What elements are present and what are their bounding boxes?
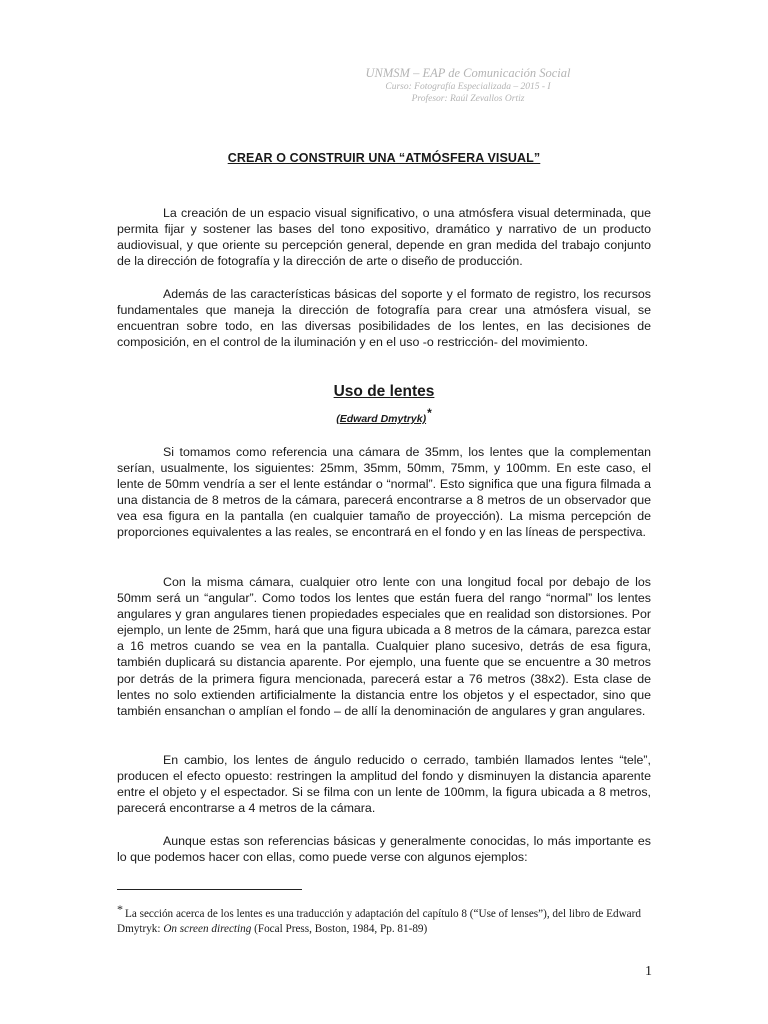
- footnote-marker: *: [117, 902, 123, 916]
- lenses-paragraph-3: En cambio, los lentes de ángulo reducido o cerrado, también llamados lentes “tele”, producen el efecto opuesto: restringen la amplitud del fondo y disminuyen la distancia aparente entre el objeto y el espectador. Si se filma con un lente de 100mm, la figura ubicada a 8 metros, parecerá encontrarse a 4 metros de la cámara.: [117, 753, 651, 816]
- section-title-text: Uso de lentes: [333, 383, 435, 400]
- header-course: Curso: Fotografía Especializada – 2015 - I: [385, 82, 551, 92]
- section-author: [117, 406, 651, 425]
- lenses-paragraph-1: Si tomamos como referencia una cámara de 35mm, los lentes que la complementan serían, usualmente, los siguientes: 25mm, 35mm, 50mm, 75mm, y 100mm. En este caso, el lente de 50mm vendría a ser el lente estándar o “normal”. Esto significa que una figura filmada a una distancia de 8 metros de la cámara, parecerá encontrarse a 8 metros de un observador que vea esa figura en la pantalla (en cualquier tamaño de proyección). La misma percepción de proporciones equivalentes a las reales, se encontrará en el fondo y en las líneas de perspectiva.: [117, 445, 651, 540]
- document-title: [117, 151, 651, 165]
- header-institution: UNMSM – EAP de Comunicación Social: [365, 66, 571, 80]
- lenses-paragraph-2: Con la misma cámara, cualquier otro lente con una longitud focal por debajo de los 50mm será un “angular”. Como todos los lentes que están fuera del rango “normal” los lentes angulares y gran angulares tienen propiedades especiales que en realidad son distorsiones. Por ejemplo, un lente de 25mm, hará que una figura ubicada a 8 metros de la cámara, parezca estar a 16 metros cuando se vea en la pantalla. Cualquier plano sucesivo, detrás de esa figura, también duplicará su distancia aparente. Por ejemplo, una fuente que se encuentre a 30 metros por detrás de la primera figura mencionada, parecerá estar a 76 metros (38x2). Esta clase de lentes no solo extienden artificialmente la distancia entre los objetos y el espectador, sino que también ensanchan o amplían el fondo – de allí la denominación de angulares y gran angulares.: [117, 575, 651, 718]
- footnote-separator: [117, 889, 302, 890]
- footnote-text-before: La sección acerca de los lentes es una traducción y adaptación del capítulo 8 (“Use of lenses”), del libro de Edward Dmytryk:: [117, 908, 641, 935]
- header-professor: Profesor: Raúl Zevallos Ortiz: [411, 94, 525, 104]
- page-header: [308, 66, 628, 105]
- footnote-book-title: On screen directing: [163, 923, 252, 935]
- footnote-text-after: (Focal Press, Boston, 1984, Pp. 81-89): [251, 923, 428, 935]
- footnote: [117, 902, 651, 937]
- section-author-text: (Edward Dmytryk): [336, 413, 427, 425]
- document-title-text: CREAR O CONSTRUIR UNA “ATMÓSFERA VISUAL”: [227, 151, 541, 165]
- section-title: [117, 383, 651, 401]
- intro-paragraph-1: La creación de un espacio visual significativo, o una atmósfera visual determinada, que permita fijar y sostener las bases del tono expositivo, dramático y narrativo de un producto audiovisual, y que oriente su percepción general, depende en gran medida del trabajo conjunto de la dirección de fotografía y la dirección de arte o diseño de producción.: [117, 206, 651, 269]
- footnote-reference-marker[interactable]: *: [427, 406, 432, 420]
- lenses-paragraph-4: Aunque estas son referencias básicas y generalmente conocidas, lo más importante es lo que podemos hacer con ellas, como puede verse con algunos ejemplos:: [117, 834, 651, 865]
- page-number: 1: [645, 964, 652, 979]
- intro-paragraph-2: Además de las características básicas del soporte y el formato de registro, los recursos fundamentales que maneja la dirección de fotografía para crear una atmósfera visual, se encuentran sobre todo, en las diversas posibilidades de los lentes, en las decisiones de composición, en el control de la iluminación y en el uso -o restricción- del movimiento.: [117, 287, 651, 350]
